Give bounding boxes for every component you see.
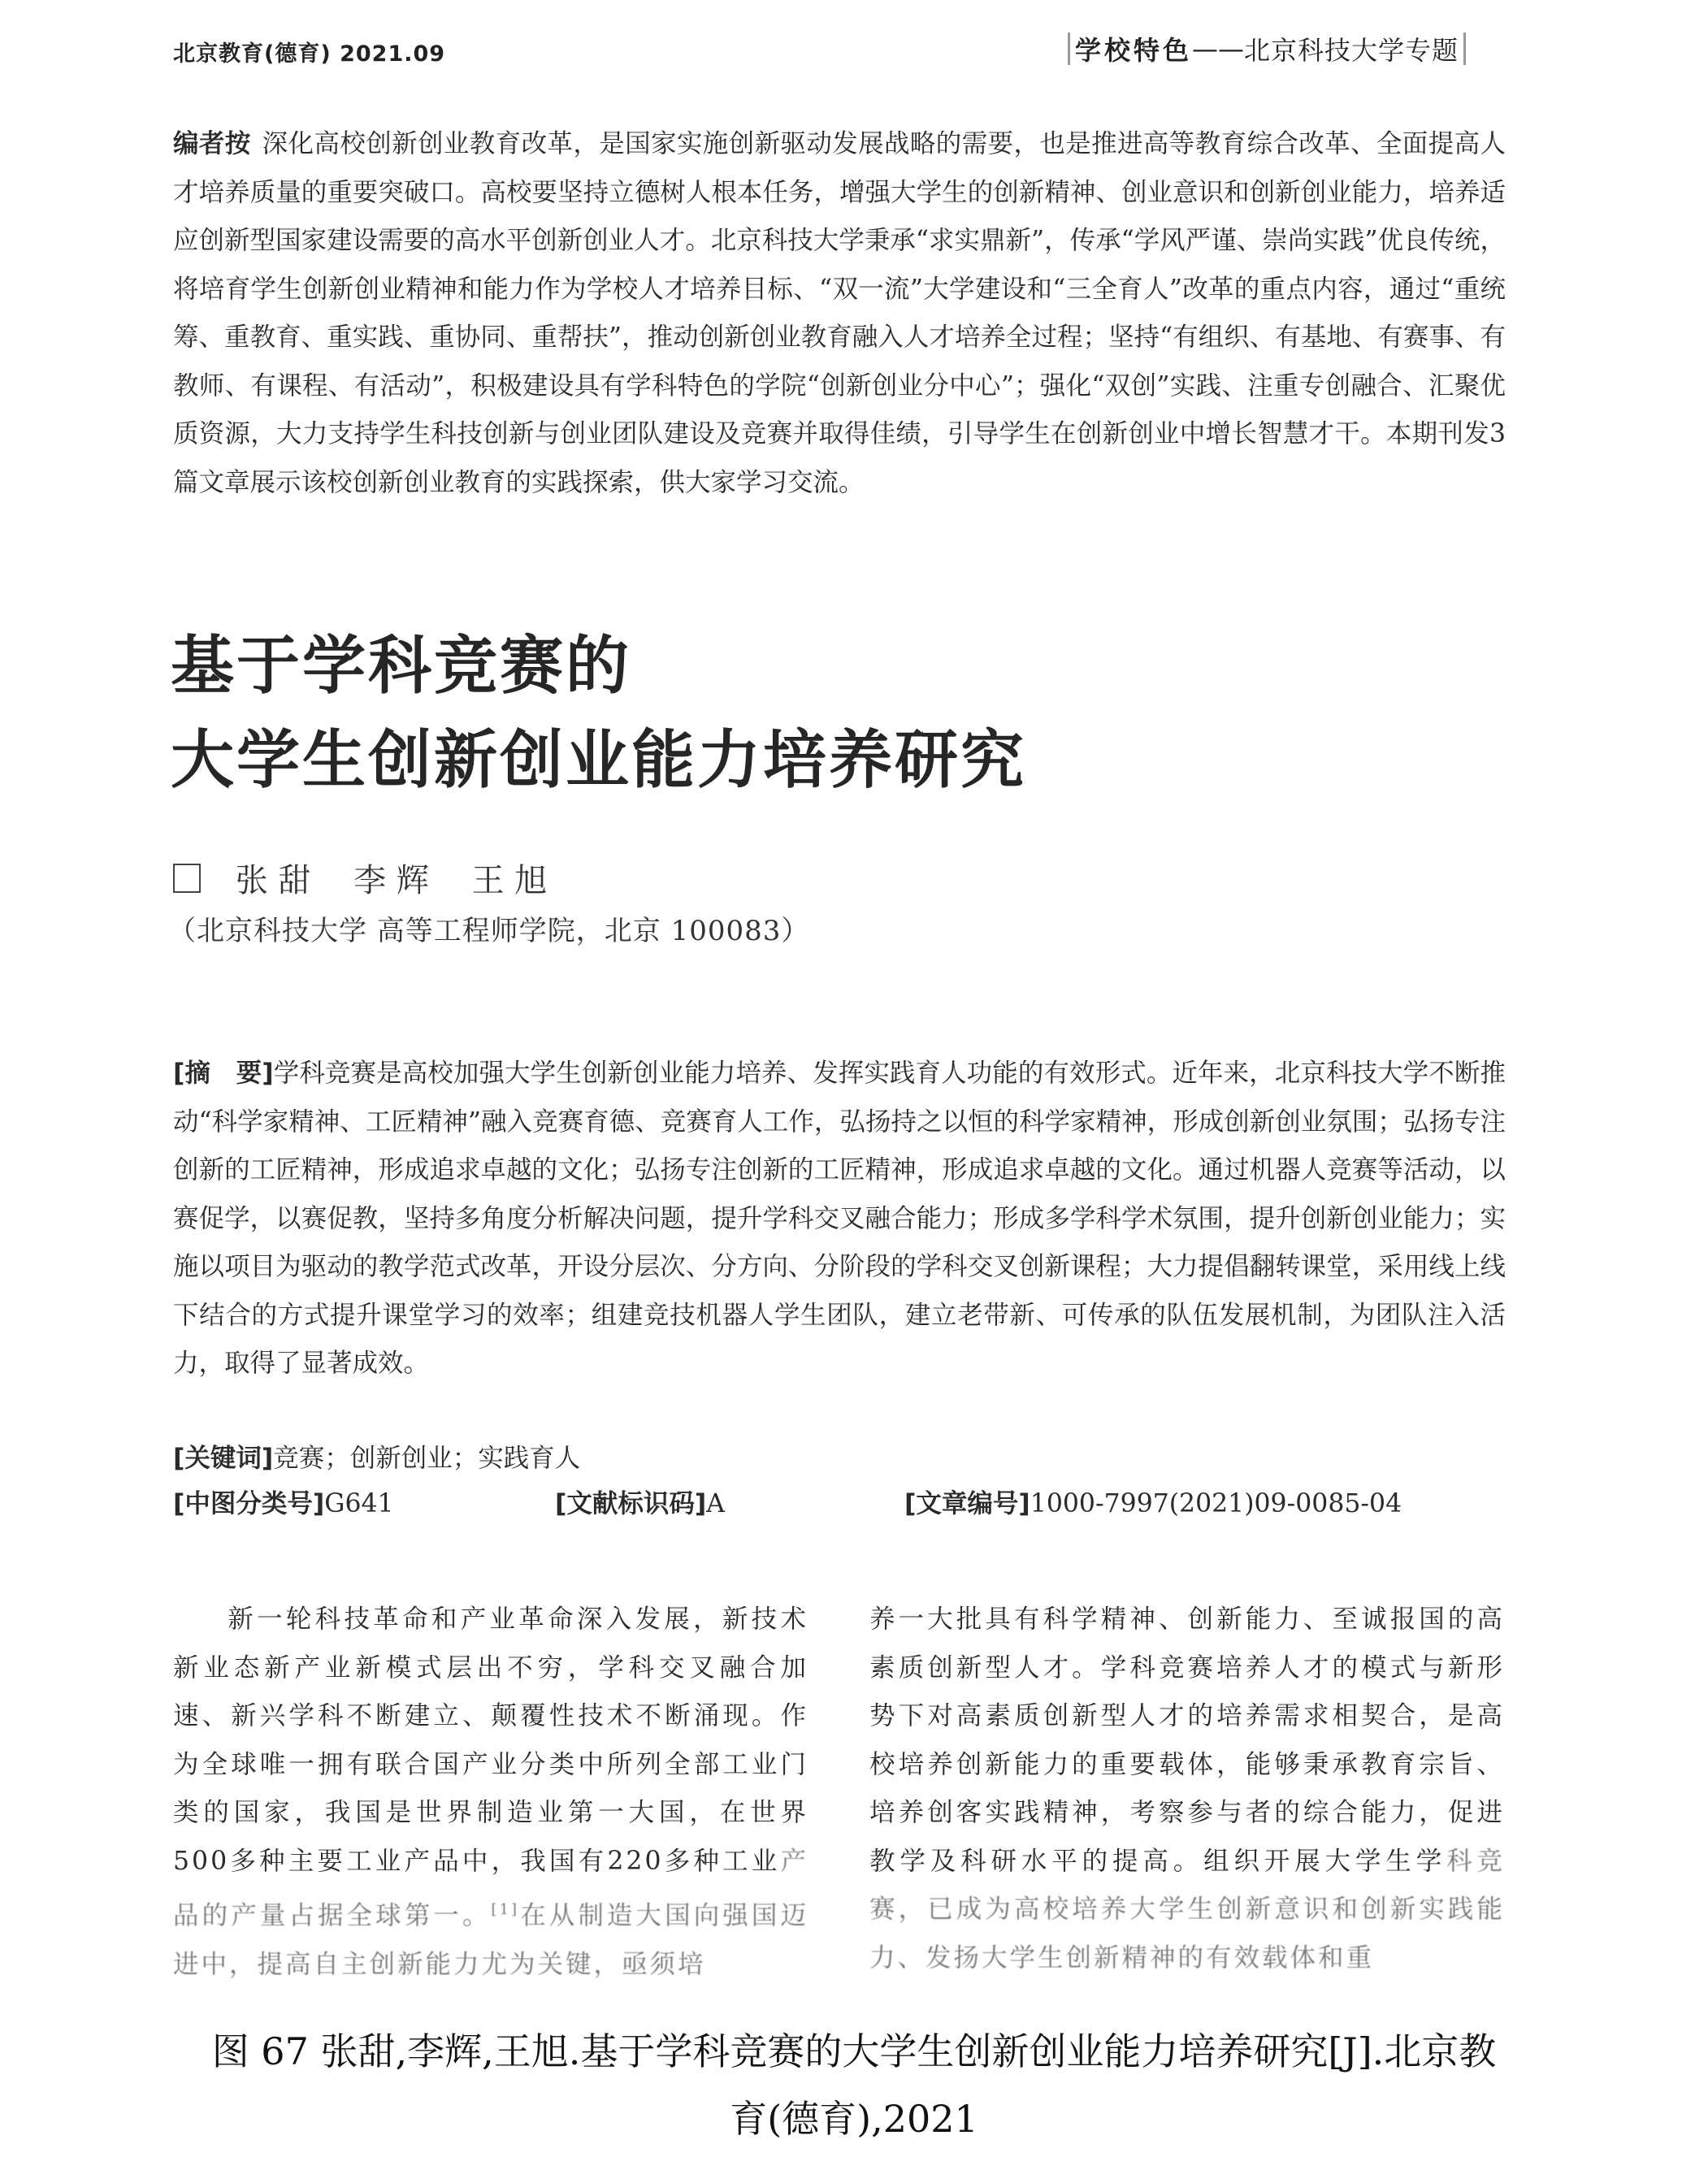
keywords-text: 竞赛；创新创业；实践育人 — [273, 1444, 581, 1473]
body-column-right — [869, 1596, 1505, 1982]
header-divider-left — [1068, 32, 1070, 65]
body-right-text: 养一大批具有科学精神、创新能力、至诚报国的高素质创新型人才。学科竞赛培养人才的模式与新形势下对高素质创新型人才的培养需求相契合，是高校培养创新能力的重要载体，能够秉承教育宗旨、培养创客实践精神，考察参与者的综合能力，促进教学及科研水平的提高。组织开展大学生学 — [869, 1605, 1505, 1876]
body-column-left — [173, 1596, 808, 1989]
article-number-value: 1000-7997(2021)09-0085-04 — [1030, 1489, 1402, 1518]
figure-caption — [0, 2018, 1708, 2153]
authors — [173, 855, 579, 901]
body-left-text: 新一轮科技革命和产业革命深入发展，新技术新业态新产业新模式层出不穷，学科交叉融合加速、新兴学科不断建立、颠覆性技术不断涌现。作为全球唯一拥有联合国产业分类中所列全部工业门类的国家，我国是世界制造业第一大国，在世界500多种主要工业产品中，我国有220多种工业 — [173, 1605, 808, 1876]
author-name: 张 甜 — [235, 862, 311, 899]
column-name: 学校特色 — [1075, 35, 1193, 66]
citation-ref: [1] — [491, 1901, 520, 1918]
author-box-icon — [173, 864, 201, 893]
article-number-label: [文章编号] — [904, 1489, 1030, 1518]
article-number — [904, 1483, 1402, 1520]
affiliation: （北京科技大学 高等工程师学院，北京 100083） — [168, 915, 810, 947]
keywords-label: [关键词] — [173, 1444, 274, 1473]
editor-note-text: 深化高校创新创业教育改革，是国家实施创新驱动发展战略的需要，也是推进高等教育综合改革、全面提高人才培养质量的重要突破口。高校要坚持立德树人根本任务，增强大学生的创新精神、创业意识和创新创业能力，培养适应创新型国家建设需要的高水平创新创业人才。北京科技大学秉承“求实鼎新”，传承“学风严谨、崇尚实践”优良传统，将培育学生创新创业精神和能力作为学校人才培养目标、“双一流”大学建设和“三全育人”改革的重点内容，通过“重统筹、重教育、重实践、重协同、重帮扶”，推动创新创业教育融入人才培养全过程；坚持“有组织、有基地、有赛事、有教师、有课程、有活动”，积极建设具有学科特色的学院“创新创业分中心”；强化“双创”实践、注重专创融合、汇聚优质资源，大力支持学生科技创新与创业团队建设及竞赛并取得佳绩，引导学生在创新创业中增长智慧才干。本期刊发3篇文章展示该校创新创业教育的实践探索，供大家学习交流。 — [173, 129, 1506, 497]
document-code — [555, 1483, 725, 1520]
author-name: 王 旭 — [471, 862, 548, 899]
journal-issue-header: 北京教育(德育) 2021.09 — [173, 41, 446, 67]
document-code-label: [文献标识码] — [555, 1489, 707, 1518]
editor-note — [173, 120, 1506, 507]
clc-value: G641 — [324, 1489, 394, 1518]
article-title-line-1: 基于学科竞赛的 — [171, 630, 632, 703]
article-title — [171, 619, 1026, 808]
keywords — [173, 1438, 580, 1475]
body-left-faded-text-2: 在从制造大国向强国迈进中，提高自主创新能力尤为关键，亟须培 — [173, 1901, 808, 1979]
abstract-label: [摘 要] — [173, 1059, 274, 1088]
editor-note-label: 编者按 — [173, 129, 251, 158]
author-name: 李 辉 — [353, 862, 429, 899]
body-left-faded-text: 产品的产量占据全球第一。 — [173, 1846, 808, 1930]
body-right-faded-text: 科竞赛，已成为高校培养大学生创新意识和创新实践能力、发扬大学生创新精神的有效载体和重 — [869, 1846, 1505, 1973]
clc-number — [173, 1483, 394, 1520]
document-code-value: A — [706, 1489, 726, 1518]
column-header — [1063, 31, 1471, 67]
header-divider-right — [1463, 32, 1466, 65]
column-dash: —— — [1192, 33, 1245, 64]
figure-caption-line-1: 图 67 张甜,李辉,王旭.基于学科竞赛的大学生创新创业能力培养研究[J].北京教 — [211, 2029, 1497, 2073]
clc-label: [中图分类号] — [173, 1489, 325, 1518]
column-topic: 北京科技大学专题 — [1244, 35, 1459, 66]
abstract — [173, 1050, 1506, 1388]
figure-caption-line-2: 育(德育),2021 — [730, 2097, 978, 2141]
article-title-line-2: 大学生创新创业能力培养研究 — [171, 724, 1027, 797]
abstract-text: 学科竞赛是高校加强大学生创新创业能力培养、发挥实践育人功能的有效形式。近年来，北京科技大学不断推动“科学家精神、工匠精神”融入竞赛育德、竞赛育人工作，弘扬持之以恒的科学家精神，形成创新创业氛围；弘扬专注创新的工匠精神，形成追求卓越的文化；弘扬专注创新的工匠精神，形成追求卓越的文化。通过机器人竞赛等活动，以赛促学，以赛促教，坚持多角度分析解决问题，提升学科交叉融合能力；形成多学科学术氛围，提升创新创业能力；实施以项目为驱动的教学范式改革，开设分层次、分方向、分阶段的学科交叉创新课程；大力提倡翻转课堂，采用线上线下结合的方式提升课堂学习的效率；组建竞技机器人学生团队，建立老带新、可传承的队伍发展机制，为团队注入活力，取得了显著成效。 — [173, 1059, 1506, 1378]
